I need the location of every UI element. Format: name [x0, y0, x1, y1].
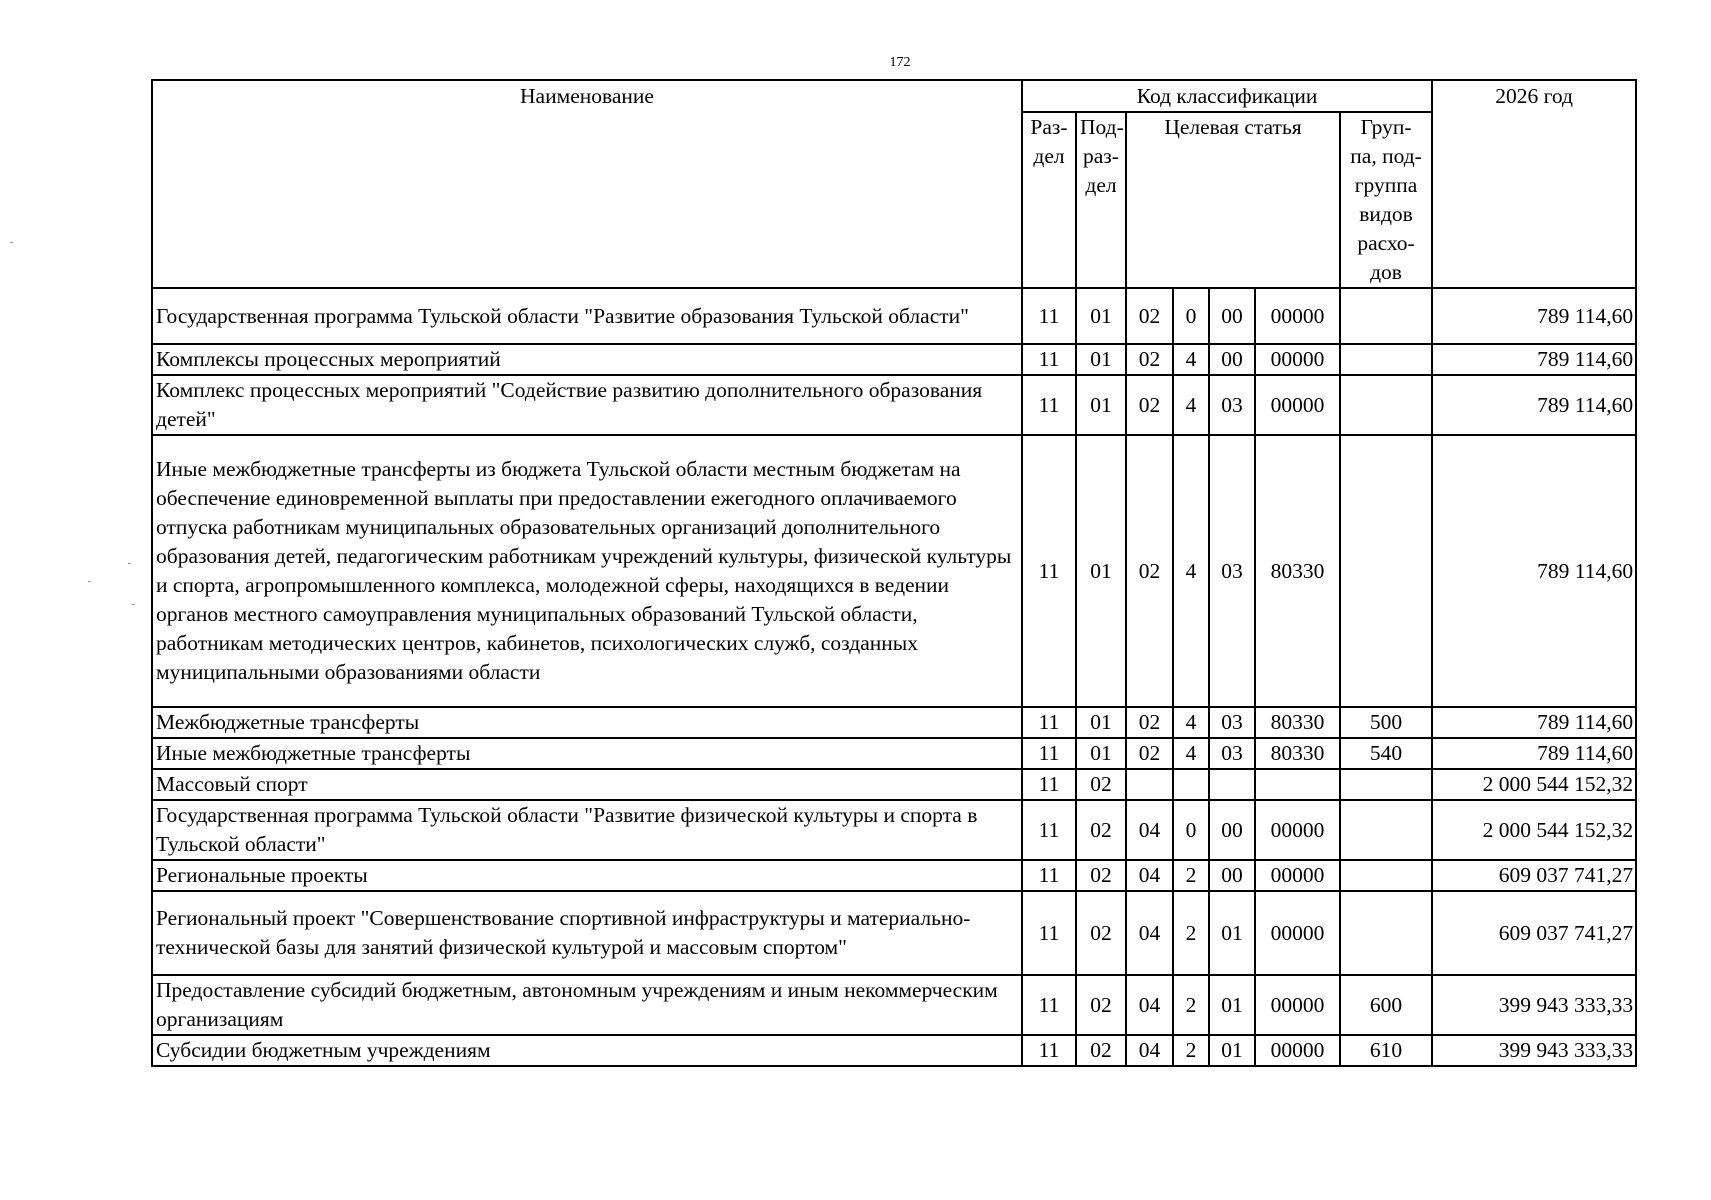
target-direction-cell: 00000: [1255, 1035, 1340, 1066]
podrazdel-cell: 01: [1076, 435, 1126, 707]
target-program-cell: 02: [1126, 288, 1173, 344]
podrazdel-cell: 02: [1076, 860, 1126, 891]
scan-speck: [10, 242, 13, 243]
header-razdel: Раз- дел: [1022, 112, 1076, 288]
header-code-group: Код классификации: [1022, 80, 1432, 112]
budget-table: [151, 79, 1637, 1067]
table-row: [152, 435, 1636, 707]
scan-speck: [132, 604, 135, 605]
table-row: [152, 769, 1636, 800]
target-type-cell: 0: [1173, 288, 1209, 344]
target-type-cell: 0: [1173, 800, 1209, 860]
podrazdel-cell: 02: [1076, 800, 1126, 860]
row-name: Межбюджетные трансферты: [152, 707, 1022, 738]
expense-type-cell: [1340, 800, 1432, 860]
row-name: Региональный проект "Совершенствование спортивной инфраструктуры и материально-технической базы для занятий физической культурой и массовым спортом": [152, 891, 1022, 975]
target-type-cell: 4: [1173, 738, 1209, 769]
row-name: Субсидии бюджетным учреждениям: [152, 1035, 1022, 1066]
target-program-cell: 02: [1126, 375, 1173, 435]
expense-type-cell: [1340, 435, 1432, 707]
target-type-cell: 4: [1173, 344, 1209, 375]
expense-type-cell: [1340, 769, 1432, 800]
amount-2026-cell: 789 114,60: [1432, 738, 1636, 769]
expense-type-cell: [1340, 891, 1432, 975]
target-program-cell: 04: [1126, 975, 1173, 1035]
table-row: [152, 860, 1636, 891]
target-type-cell: 2: [1173, 1035, 1209, 1066]
table-row: [152, 707, 1636, 738]
table-row: [152, 738, 1636, 769]
amount-2026-cell: 789 114,60: [1432, 288, 1636, 344]
target-program-cell: 02: [1126, 738, 1173, 769]
table-body: [152, 288, 1636, 1066]
target-subprogram-cell: 00: [1209, 288, 1255, 344]
table-row: [152, 800, 1636, 860]
target-subprogram-cell: 01: [1209, 1035, 1255, 1066]
podrazdel-cell: 01: [1076, 738, 1126, 769]
target-direction-cell: 00000: [1255, 800, 1340, 860]
target-subprogram-cell: 01: [1209, 891, 1255, 975]
razdel-cell: 11: [1022, 435, 1076, 707]
target-type-cell: 4: [1173, 375, 1209, 435]
expense-type-cell: 500: [1340, 707, 1432, 738]
amount-2026-cell: 2 000 544 152,32: [1432, 800, 1636, 860]
target-type-cell: [1173, 769, 1209, 800]
amount-2026-cell: 609 037 741,27: [1432, 860, 1636, 891]
expense-type-cell: 600: [1340, 975, 1432, 1035]
podrazdel-cell: 02: [1076, 975, 1126, 1035]
page-number: 172: [889, 55, 911, 70]
target-type-cell: 4: [1173, 435, 1209, 707]
target-subprogram-cell: 01: [1209, 975, 1255, 1035]
razdel-cell: 11: [1022, 1035, 1076, 1066]
expense-type-cell: [1340, 288, 1432, 344]
podrazdel-cell: 01: [1076, 707, 1126, 738]
scan-speck: [128, 563, 131, 564]
target-type-cell: 2: [1173, 975, 1209, 1035]
target-direction-cell: 00000: [1255, 975, 1340, 1035]
razdel-cell: 11: [1022, 375, 1076, 435]
amount-2026-cell: 789 114,60: [1432, 375, 1636, 435]
podrazdel-cell: 01: [1076, 288, 1126, 344]
razdel-cell: 11: [1022, 769, 1076, 800]
amount-2026-cell: 789 114,60: [1432, 435, 1636, 707]
target-program-cell: 04: [1126, 891, 1173, 975]
target-subprogram-cell: 03: [1209, 707, 1255, 738]
target-subprogram-cell: [1209, 769, 1255, 800]
podrazdel-cell: 02: [1076, 891, 1126, 975]
row-name: Иные межбюджетные трансферты из бюджета Тульской области местным бюджетам на обеспечение единовременной выплаты при предоставлении ежегодного оплачиваемого отпуска работникам муниципальных образовательных организаций дополнительного образования детей, педагогическим работникам учреждений культуры, физической культуры и спорта, агропромышленного комплекса, молодежной сферы, находящихся в ведении органов местного самоуправления муниципальных образований Тульской области, работникам методических центров, кабинетов, психологических служб, созданных муниципальными образованиями области: [152, 435, 1022, 707]
razdel-cell: 11: [1022, 975, 1076, 1035]
amount-2026-cell: 789 114,60: [1432, 344, 1636, 375]
target-direction-cell: 80330: [1255, 738, 1340, 769]
razdel-cell: 11: [1022, 891, 1076, 975]
table-row: [152, 891, 1636, 975]
podrazdel-cell: 01: [1076, 375, 1126, 435]
target-subprogram-cell: 03: [1209, 375, 1255, 435]
table-row: [152, 1035, 1636, 1066]
table-row: [152, 375, 1636, 435]
expense-type-cell: [1340, 860, 1432, 891]
target-program-cell: 02: [1126, 435, 1173, 707]
header-year: 2026 год: [1432, 80, 1636, 288]
target-direction-cell: 00000: [1255, 891, 1340, 975]
target-program-cell: 04: [1126, 800, 1173, 860]
podrazdel-cell: 02: [1076, 769, 1126, 800]
target-type-cell: 2: [1173, 891, 1209, 975]
podrazdel-cell: 01: [1076, 344, 1126, 375]
table-row: [152, 344, 1636, 375]
razdel-cell: 11: [1022, 344, 1076, 375]
expense-type-cell: [1340, 375, 1432, 435]
target-direction-cell: 00000: [1255, 288, 1340, 344]
target-subprogram-cell: 00: [1209, 800, 1255, 860]
razdel-cell: 11: [1022, 288, 1076, 344]
target-subprogram-cell: 00: [1209, 860, 1255, 891]
table-row: [152, 975, 1636, 1035]
row-name: Массовый спорт: [152, 769, 1022, 800]
target-direction-cell: 00000: [1255, 344, 1340, 375]
row-name: Комплекс процессных мероприятий "Содействие развитию дополнительного образования детей": [152, 375, 1022, 435]
target-direction-cell: 80330: [1255, 435, 1340, 707]
amount-2026-cell: 2 000 544 152,32: [1432, 769, 1636, 800]
target-type-cell: 2: [1173, 860, 1209, 891]
razdel-cell: 11: [1022, 860, 1076, 891]
target-type-cell: 4: [1173, 707, 1209, 738]
razdel-cell: 11: [1022, 738, 1076, 769]
header-podrazdel: Под- раз- дел: [1076, 112, 1126, 288]
header-name: Наименование: [152, 80, 1022, 288]
podrazdel-cell: 02: [1076, 1035, 1126, 1066]
table-row: [152, 288, 1636, 344]
header-target-article: Целевая статья: [1126, 112, 1340, 288]
target-program-cell: 02: [1126, 707, 1173, 738]
row-name: Региональные проекты: [152, 860, 1022, 891]
amount-2026-cell: 789 114,60: [1432, 707, 1636, 738]
expense-type-cell: 610: [1340, 1035, 1432, 1066]
row-name: Государственная программа Тульской области "Развитие физической культуры и спорта в Тульской области": [152, 800, 1022, 860]
target-program-cell: 04: [1126, 1035, 1173, 1066]
header-expense-type-group: Груп- па, под- группа видов расхо- дов: [1340, 112, 1432, 288]
target-direction-cell: 00000: [1255, 860, 1340, 891]
row-name: Комплексы процессных мероприятий: [152, 344, 1022, 375]
target-subprogram-cell: 03: [1209, 738, 1255, 769]
target-program-cell: 02: [1126, 344, 1173, 375]
target-direction-cell: 80330: [1255, 707, 1340, 738]
amount-2026-cell: 399 943 333,33: [1432, 975, 1636, 1035]
razdel-cell: 11: [1022, 707, 1076, 738]
expense-type-cell: [1340, 344, 1432, 375]
table-header: [152, 80, 1636, 288]
razdel-cell: 11: [1022, 800, 1076, 860]
target-subprogram-cell: 00: [1209, 344, 1255, 375]
expense-type-cell: 540: [1340, 738, 1432, 769]
target-program-cell: 04: [1126, 860, 1173, 891]
scan-speck: [88, 581, 91, 582]
amount-2026-cell: 609 037 741,27: [1432, 891, 1636, 975]
target-subprogram-cell: 03: [1209, 435, 1255, 707]
row-name: Иные межбюджетные трансферты: [152, 738, 1022, 769]
target-direction-cell: [1255, 769, 1340, 800]
target-program-cell: [1126, 769, 1173, 800]
target-direction-cell: 00000: [1255, 375, 1340, 435]
row-name: Предоставление субсидий бюджетным, автономным учреждениям и иным некоммерческим организациям: [152, 975, 1022, 1035]
row-name: Государственная программа Тульской области "Развитие образования Тульской области": [152, 288, 1022, 344]
amount-2026-cell: 399 943 333,33: [1432, 1035, 1636, 1066]
